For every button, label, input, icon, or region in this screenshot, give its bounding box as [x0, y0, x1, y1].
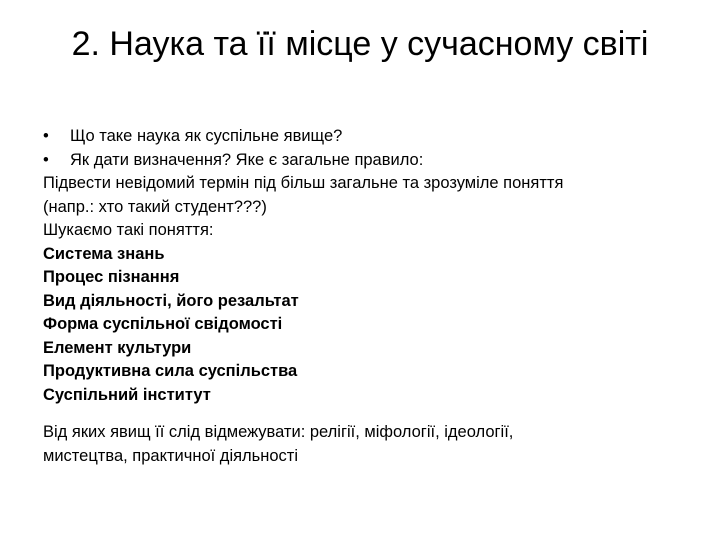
concept-item: Форма суспільної свідомості [43, 315, 283, 333]
concept-item: Вид діяльності, його резальтат [43, 291, 299, 310]
paragraph-gap [43, 407, 693, 421]
closing-line: Від яких явищ її слід відмежувати: релігії, міфології, ідеології, [43, 423, 514, 441]
slide-body [43, 125, 693, 468]
concept-item: Продуктивна сила суспільства [43, 362, 298, 380]
concept-item: Суспільний інститут [43, 385, 211, 404]
bullet-item [43, 149, 693, 173]
bullet-item [43, 125, 693, 149]
closing-line: мистецтва, практичної діяльності [43, 446, 299, 465]
bullet-text: Як дати визначення? Яке є загальне правило: [70, 150, 424, 169]
bullet-text: Що таке наука як суспільне явище? [70, 127, 343, 145]
concept-item: Елемент культури [43, 338, 192, 357]
concept-item: Система знань [43, 244, 165, 263]
concept-item: Процес пізнання [43, 268, 180, 286]
definition-line: Підвести невідомий термін під більш загальне та зрозуміле поняття [43, 174, 564, 192]
slide-title: 2. Наука та її місце у сучасному світі [71, 25, 649, 63]
definition-example: (напр.: хто такий студент???) [43, 197, 267, 216]
bullet-icon: • [43, 150, 49, 169]
search-heading: Шукаємо такі поняття: [43, 221, 214, 239]
bullet-icon: • [43, 127, 49, 145]
